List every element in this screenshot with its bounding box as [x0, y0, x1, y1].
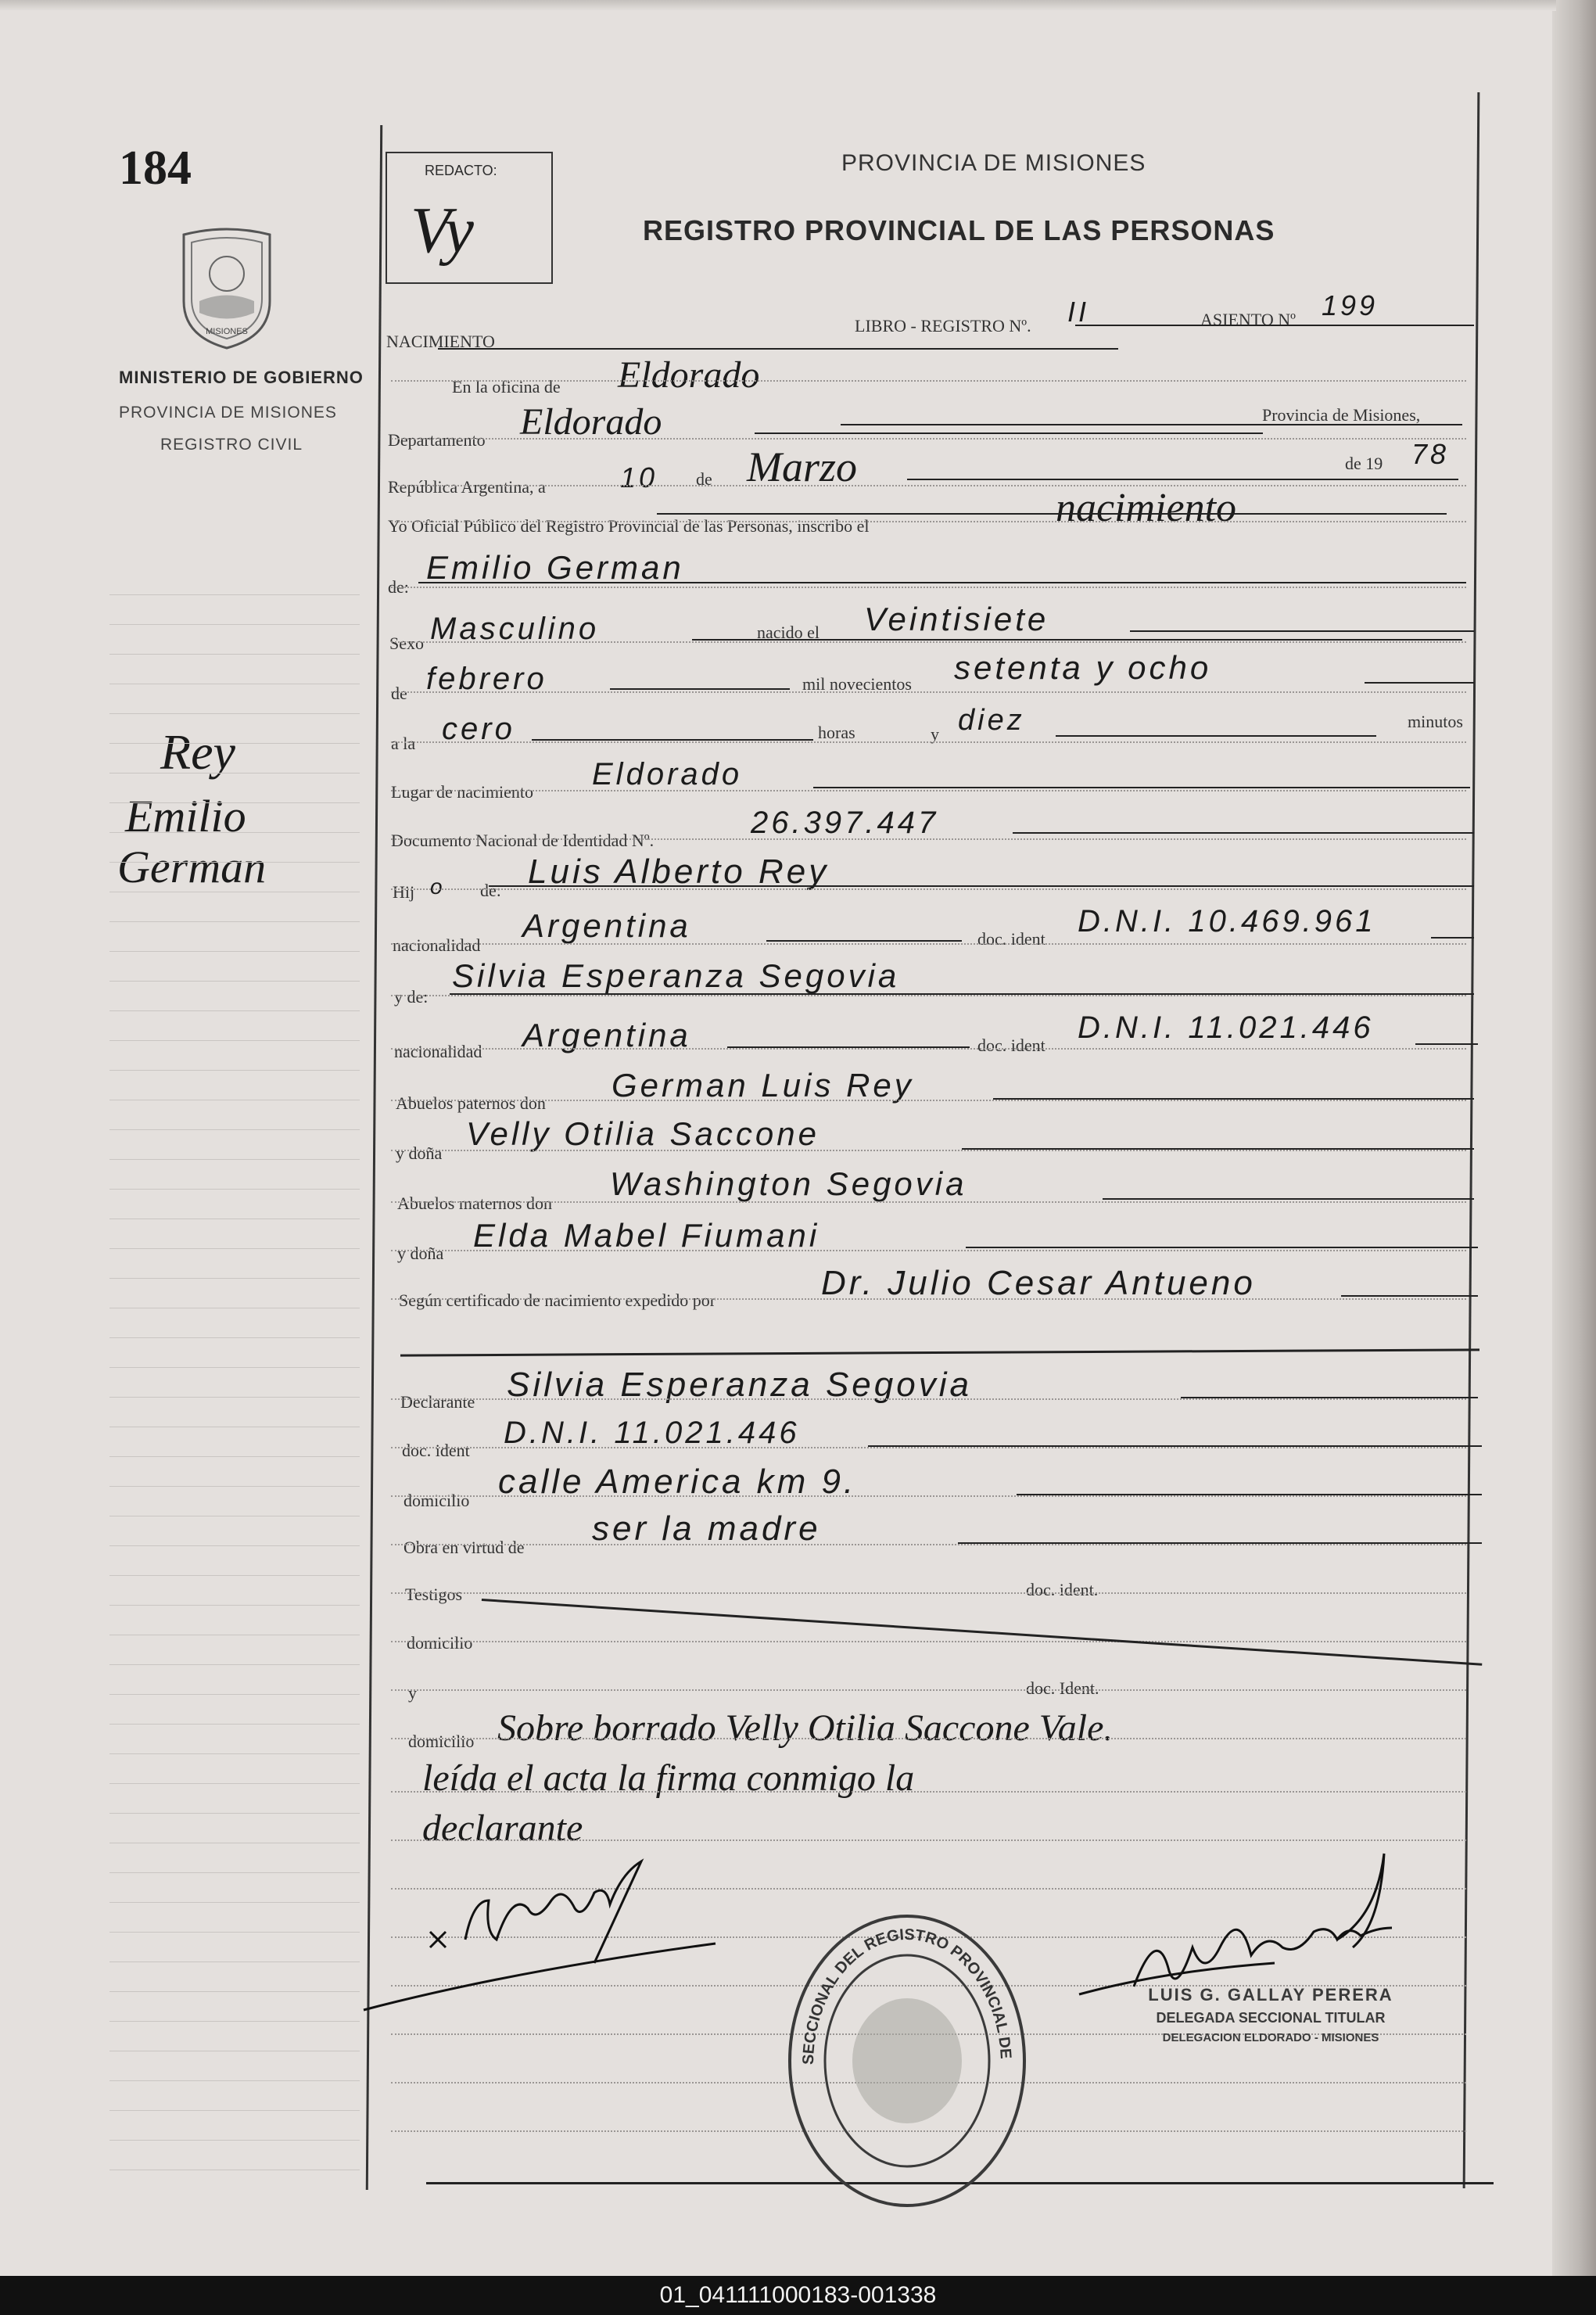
form-dotted-rule [391, 995, 1466, 996]
margin-rule [109, 1486, 360, 1487]
field-label-yde-label: y de: [394, 987, 429, 1007]
handwritten-underline [1130, 630, 1474, 632]
redacto-label: REDACTO: [425, 163, 497, 178]
margin-rule [109, 1129, 360, 1130]
margin-rule [109, 624, 360, 625]
margin-rule [109, 802, 360, 803]
handwritten-underline [438, 348, 1118, 350]
form-dotted-rule [391, 1495, 1466, 1497]
field-label-lugar-label: Lugar de nacimiento [391, 782, 534, 802]
field-label-hijo-de-label: de: [480, 881, 501, 900]
form-dotted-rule [391, 741, 1466, 743]
margin-rule [109, 1456, 360, 1457]
field-value-abuelo-mat-value: Washington Segovia [610, 1165, 967, 1202]
field-value-nota-line3: declarante [422, 1807, 583, 1849]
field-label-abuelos-mat-label: Abuelos maternos don [397, 1193, 552, 1213]
field-value-nombre-value: Emilio German [426, 549, 684, 586]
form-dotted-rule [391, 1201, 1466, 1203]
handwritten-underline [610, 688, 790, 690]
svg-text:MISIONES: MISIONES [206, 327, 248, 336]
margin-rule [109, 1545, 360, 1546]
handwritten-underline [489, 885, 1474, 887]
field-value-anio-value: 78 [1411, 438, 1450, 470]
margin-rule [109, 832, 360, 833]
margin-note-surname: Rey [160, 724, 235, 780]
field-value-libro-value: II [1067, 296, 1090, 328]
field-label-milnov-label: mil novecientos [802, 674, 912, 694]
field-label-provincia-label: Provincia de Misiones, [1262, 405, 1421, 425]
handwritten-underline [692, 639, 1462, 641]
field-label-ydona-label: y doña [397, 1244, 444, 1263]
handwritten-underline [755, 432, 1263, 434]
field-value-departamento-value: Eldorado [520, 401, 662, 443]
field-label-minutos-label: minutos [1408, 712, 1463, 731]
field-value-padre-doc-value: D.N.I. 10.469.961 [1078, 904, 1376, 939]
field-value-anio-nac-value: setenta y ocho [954, 649, 1212, 686]
margin-rule [109, 1278, 360, 1279]
field-label-departamento-label: Departamento [388, 430, 486, 450]
margin-rule [109, 2110, 360, 2111]
field-value-nota-line2: leída el acta la firma conmigo la [422, 1757, 915, 1799]
field-value-abuela-pat-value: Velly Otilia Saccone [466, 1115, 820, 1152]
form-dotted-rule [391, 1398, 1466, 1400]
form-dotted-rule [391, 1150, 1466, 1151]
field-label-docident-label: doc. ident [977, 1035, 1045, 1055]
form-dotted-rule [391, 1250, 1466, 1251]
official-stamp [1103, 1985, 1439, 2044]
handwritten-underline [1075, 325, 1474, 326]
form-dotted-rule [391, 943, 1466, 945]
field-value-asiento-value: 199 [1322, 289, 1379, 321]
margin-rule [109, 1724, 360, 1725]
margin-rule [109, 981, 360, 982]
handwritten-underline [1431, 937, 1474, 939]
handwritten-underline [841, 424, 1462, 425]
margin-rule [109, 921, 360, 922]
field-label-oficial-label: Yo Oficial Público del Registro Provincial de las Personas, inscribo el [388, 516, 870, 536]
field-value-sexo-value: Masculino [430, 612, 600, 646]
field-label-obra-label: Obra en virtud de [403, 1538, 525, 1557]
field-label-nacionalidad-label: nacionalidad [393, 935, 481, 955]
svg-text:SECCIONAL DEL REGISTRO PROVINC: SECCIONAL DEL REGISTRO PROVINCIAL DE [799, 1926, 1014, 2066]
margin-rule [109, 594, 360, 595]
form-dotted-rule [391, 790, 1466, 791]
field-label-hijo-label: Hij [393, 882, 415, 902]
margin-rule [109, 1872, 360, 1873]
margin-rule [109, 1932, 360, 1933]
field-value-madre-doc-value: D.N.I. 11.021.446 [1078, 1010, 1374, 1045]
field-label-nacimiento-label: NACIMIENTO [386, 332, 495, 351]
handwritten-underline [907, 479, 1458, 480]
field-label-abuelos-pat-label: Abuelos paternos don [396, 1093, 546, 1113]
ministry-seal [176, 227, 278, 352]
field-label-ydona-label: y doña [396, 1143, 443, 1163]
section-separator [400, 1348, 1479, 1356]
margin-note-name1: Emilio [125, 791, 246, 842]
margin-rule [109, 1367, 360, 1368]
folio-number: 184 [119, 142, 192, 195]
margin-rule [109, 1575, 360, 1576]
field-label-anio-label: de 19 [1345, 454, 1383, 473]
field-label-alas-label: a la [391, 734, 416, 753]
field-label-de-label: de [696, 469, 712, 489]
field-label-test-y-label: y [408, 1683, 417, 1703]
margin-rule [109, 862, 360, 863]
field-value-dni-value: 26.397.447 [751, 806, 939, 840]
form-dotted-rule [391, 1592, 1466, 1594]
form-dotted-rule [391, 1100, 1466, 1101]
field-label-test-doc2-label: doc. Ident. [1026, 1678, 1099, 1698]
margin-rule [109, 1961, 360, 1962]
field-value-domicilio-value: calle America km 9. [498, 1463, 857, 1501]
field-label-docident-label: doc. ident [977, 929, 1045, 949]
margin-rule [109, 1991, 360, 1992]
field-label-nacido-label: nacido el [757, 623, 820, 642]
form-dotted-rule [391, 1689, 1466, 1691]
field-value-mes-nac-value: febrero [426, 662, 547, 696]
official-stamp-title: DELEGADA SECCIONAL TITULAR [1156, 2010, 1386, 2026]
margin-rule [109, 1694, 360, 1695]
field-value-abuela-mat-value: Elda Mabel Fiumani [473, 1217, 820, 1254]
field-label-horas-label: horas [818, 723, 855, 742]
margin-rule [109, 1159, 360, 1160]
official-stamp-office: DELEGACION ELDORADO - MISIONES [1162, 2031, 1379, 2044]
margin-rule [109, 1605, 360, 1606]
handwritten-underline [1415, 1043, 1478, 1045]
field-value-abuelo-pat-value: German Luis Rey [612, 1067, 914, 1104]
header-province: PROVINCIA DE MISIONES [841, 150, 1146, 176]
field-label-de3-label: de [391, 684, 407, 703]
field-label-declarante-label: Declarante [400, 1392, 475, 1412]
margin-rule [109, 1664, 360, 1665]
margin-rule [109, 1397, 360, 1398]
field-label-de2-label: de: [388, 577, 409, 597]
handwritten-underline [418, 582, 1466, 583]
margin-rule [109, 1783, 360, 1784]
form-dotted-rule [391, 1048, 1466, 1050]
field-label-certificado-label: Según certificado de nacimiento expedido por [399, 1290, 716, 1310]
field-label-dni-label: Documento Nacional de Identidad Nº. [391, 831, 655, 850]
form-dotted-rule [391, 838, 1466, 840]
form-dotted-rule [391, 691, 1466, 693]
form-dotted-rule [391, 1791, 1466, 1793]
declarant-signature [356, 1854, 731, 2018]
field-label-domicilio-label: domicilio [403, 1491, 470, 1510]
form-dotted-rule [391, 888, 1466, 890]
round-registry-seal [782, 1908, 1032, 2213]
margin-rule [109, 1248, 360, 1249]
field-value-lugar-value: Eldorado [592, 757, 743, 791]
field-label-y-label: y [931, 724, 939, 744]
margin-rule [109, 1070, 360, 1071]
handwritten-underline [532, 739, 813, 741]
form-dotted-rule [391, 1447, 1466, 1448]
form-dotted-rule [391, 485, 1466, 486]
handwritten-underline [1056, 735, 1376, 737]
handwritten-underline [966, 1247, 1478, 1248]
handwritten-underline [766, 940, 962, 942]
field-label-dom-final-label: domicilio [408, 1732, 475, 1751]
margin-rule [109, 1813, 360, 1814]
field-label-nacionalidad-label: nacionalidad [394, 1042, 482, 1061]
field-value-madre-value: Silvia Esperanza Segovia [452, 957, 900, 994]
field-value-hora-value: cero [442, 712, 515, 746]
field-value-madre-nac-value: Argentina [522, 1017, 691, 1053]
field-value-nota-line1: Sobre borrado Velly Otilia Saccone Vale. [497, 1707, 1114, 1749]
handwritten-underline [657, 513, 1447, 515]
margin-rule [109, 654, 360, 655]
field-value-padre-nac-value: Argentina [522, 907, 691, 944]
witness-strike-line [482, 1599, 1483, 1666]
form-dotted-rule [391, 521, 1466, 522]
field-value-tipo-value: nacimiento [1056, 486, 1237, 530]
redacto-initials: Vy [411, 194, 474, 267]
margin-rule [109, 1337, 360, 1338]
margin-rule [109, 713, 360, 714]
margin-note-name2: German [117, 842, 267, 892]
margin-rule [109, 2140, 360, 2141]
field-label-asiento-label: ASIENTO Nº [1200, 310, 1296, 329]
handwritten-underline [1103, 1198, 1474, 1200]
image-footer-id: 01_041111000183-001338 [0, 2276, 1596, 2315]
margin-rule [109, 1902, 360, 1903]
field-label-oficina-label: En la oficina de [452, 377, 561, 397]
margin-rule [109, 951, 360, 952]
field-value-certificado-value: Dr. Julio Cesar Antueno [821, 1264, 1256, 1302]
field-value-oficina-value: Eldorado [618, 354, 760, 396]
form-dotted-rule [391, 1298, 1466, 1300]
field-label-test-doc-label: doc. ident. [1026, 1580, 1099, 1599]
field-value-declarante-value: Silvia Esperanza Segovia [507, 1366, 972, 1404]
form-dotted-rule [391, 1544, 1466, 1545]
field-label-test-dom-label: domicilio [407, 1633, 473, 1653]
field-label-testigos-label: Testigos [405, 1585, 463, 1604]
field-value-decl-doc-value: D.N.I. 11.021.446 [504, 1416, 800, 1450]
form-dotted-rule [391, 587, 1466, 588]
handwritten-underline [1365, 682, 1474, 684]
form-dotted-rule [391, 380, 1466, 382]
form-dotted-rule [391, 1641, 1466, 1642]
margin-rule [109, 743, 360, 744]
ministry-line-2: PROVINCIA DE MISIONES [119, 404, 337, 422]
field-value-minutos-value: diez [958, 704, 1025, 737]
redacto-box [386, 152, 553, 284]
form-dotted-rule [391, 1738, 1466, 1739]
page-edge-shadow [1552, 0, 1596, 2276]
field-label-decl-doc-label: doc. ident [402, 1441, 470, 1460]
field-label-sexo-label: Sexo [389, 633, 424, 653]
margin-rule [109, 1189, 360, 1190]
ministry-line-3: REGISTRO CIVIL [160, 436, 303, 454]
handwritten-underline [1013, 832, 1474, 834]
margin-rule [109, 1010, 360, 1011]
field-value-nacido-value: Veintisiete [864, 601, 1049, 637]
handwritten-underline [1341, 1295, 1478, 1297]
field-label-libro-label: LIBRO - REGISTRO Nº. [855, 316, 1031, 336]
margin-rule [109, 2021, 360, 2022]
field-label-republica-label: República Argentina, a [388, 477, 546, 497]
official-stamp-name: LUIS G. GALLAY PERERA [1148, 1985, 1393, 2005]
header-registry: REGISTRO PROVINCIAL DE LAS PERSONAS [643, 214, 1275, 246]
margin-rule [109, 1040, 360, 1041]
field-value-obra-value: ser la madre [592, 1509, 821, 1548]
margin-rule [109, 2080, 360, 2081]
field-value-dia-value: 10 [620, 461, 658, 494]
page-top-edge [0, 0, 1556, 11]
form-dotted-rule [391, 641, 1466, 643]
field-value-hijo-suffix: o [430, 874, 446, 899]
ministry-line-1: MINISTERIO DE GOBIERNO [119, 368, 364, 387]
field-value-padre-value: Luis Alberto Rey [528, 852, 830, 891]
field-value-mes-value: Marzo [747, 443, 858, 490]
form-dotted-rule [391, 438, 1466, 440]
margin-rule [109, 1753, 360, 1754]
handwritten-underline [813, 787, 1470, 788]
